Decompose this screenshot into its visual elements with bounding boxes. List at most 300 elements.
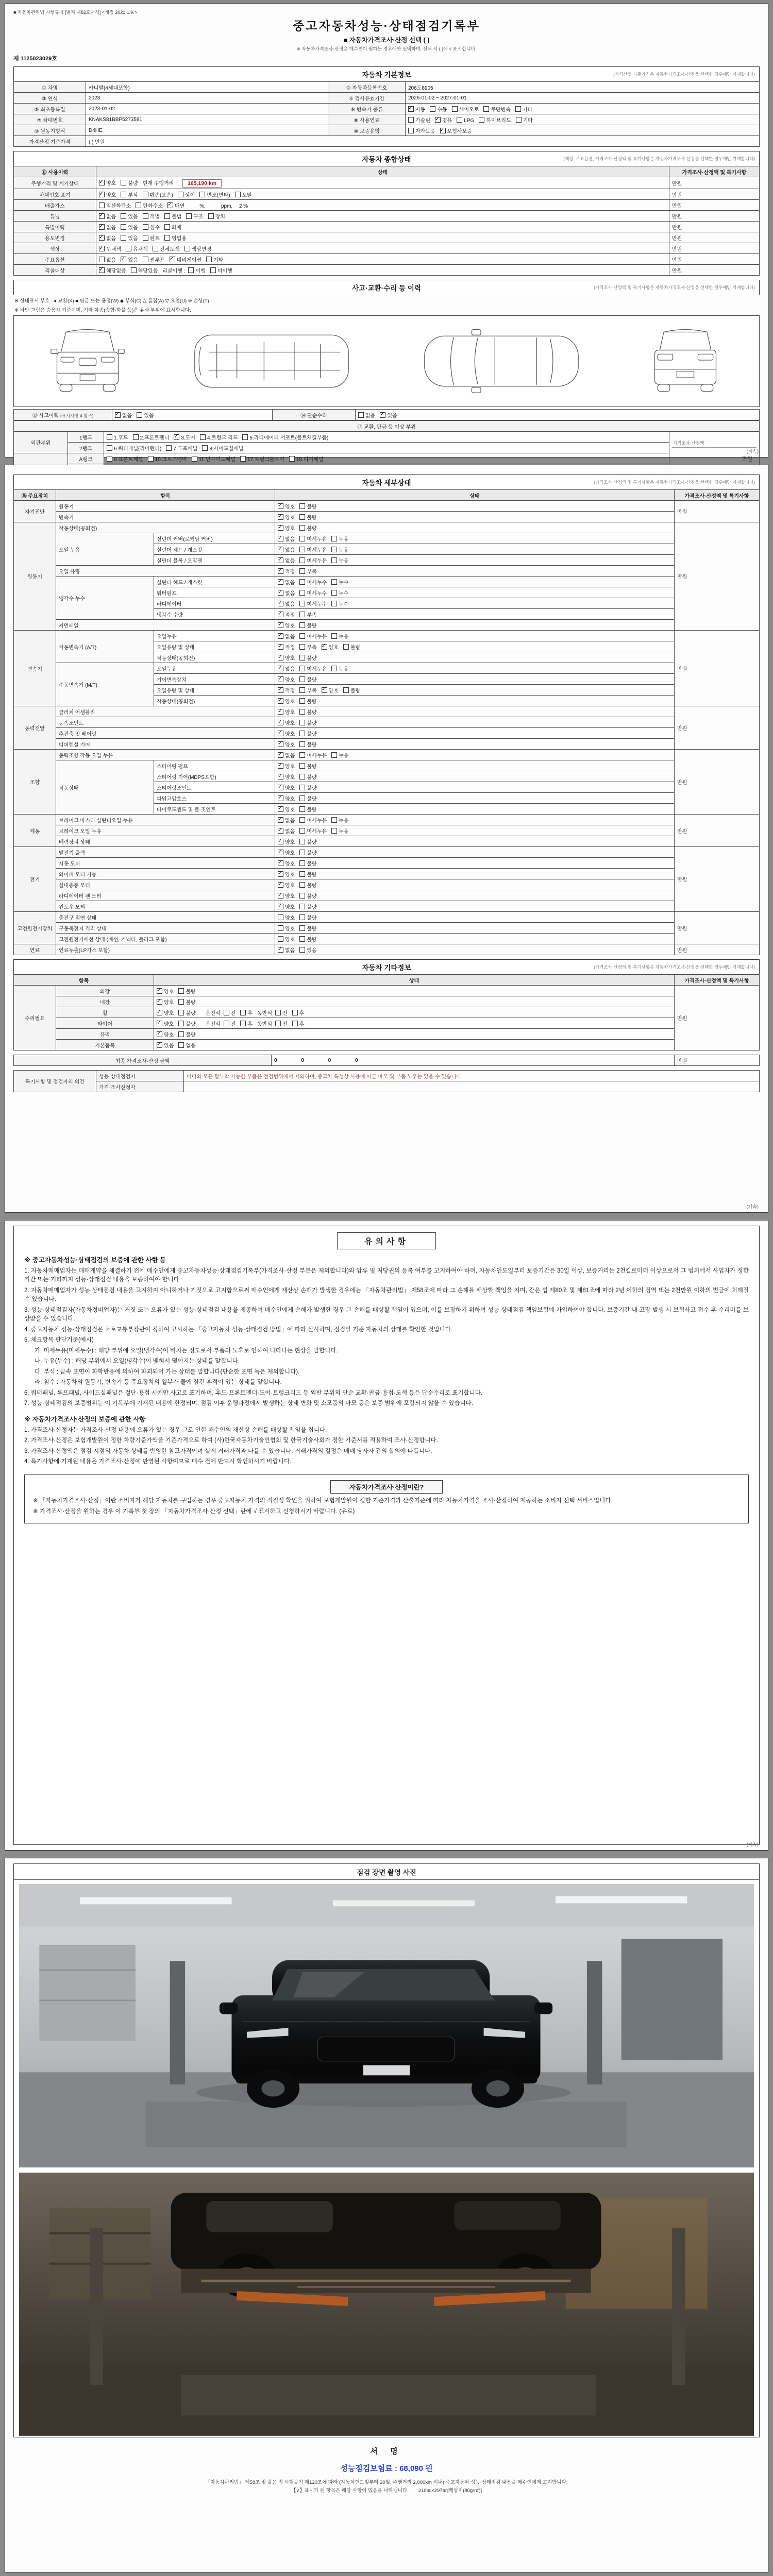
checkbox-9.프론트패널[interactable] — [107, 455, 143, 463]
field-label: ⑦ 차대번호 — [14, 114, 86, 125]
checkbox-label: 17.트렁크플로어 — [247, 456, 284, 463]
checkbox-미세누유[interactable] — [299, 546, 327, 553]
checkbox-무단변속[interactable] — [483, 105, 511, 113]
checkbox-자가보증[interactable] — [408, 127, 435, 134]
checkbox-영업용[interactable] — [164, 234, 187, 242]
checkbox-양호[interactable] — [99, 179, 116, 187]
rank-label: A랭크 — [68, 453, 104, 464]
checkbox-양호[interactable] — [278, 881, 295, 889]
checkbox-자동[interactable] — [408, 105, 425, 113]
checkbox-불량[interactable] — [299, 903, 316, 910]
checkbox-label: 후 — [247, 1010, 253, 1016]
checkbox-없음[interactable] — [278, 578, 295, 586]
checkbox-불량[interactable] — [299, 654, 316, 662]
checkbox-mark — [299, 860, 305, 866]
checkbox-mark — [299, 871, 305, 877]
etc-row — [14, 1029, 760, 1040]
checkbox-도말[interactable] — [235, 191, 252, 198]
notice-line: 다. 부식 : 금속 표면이 화학반응에 의하여 파괴되어 가는 상태를 말합니다(단순한 표면 녹은 제외합니다). — [35, 1368, 300, 1375]
checkbox-불량[interactable] — [343, 686, 360, 694]
notice-line: 3. 가격조사·산정액은 점검 시점의 자동차 상태를 반영한 참고가격이며 실제 거래가격과 다를 수 있습니다. 거래가격의 결정은 매매 당사자 간의 합의에 따릅니다. — [24, 1448, 432, 1454]
checkbox-양호[interactable] — [278, 924, 295, 932]
checkbox-무채색[interactable] — [99, 245, 121, 252]
checkbox-mark — [278, 741, 283, 747]
system-group: 고전원전기장치 — [14, 912, 56, 944]
checkbox-mark — [186, 213, 192, 219]
checkbox-누유[interactable] — [331, 632, 348, 640]
checkbox-label: 불량 — [307, 731, 317, 737]
checkbox-label: 미세누유 — [307, 547, 327, 553]
checkbox-불량[interactable] — [299, 784, 316, 791]
checkbox-미세누유[interactable] — [299, 816, 327, 824]
checkbox-해당있음[interactable] — [131, 266, 158, 274]
checkbox-양호[interactable] — [278, 849, 295, 856]
checkbox-불량[interactable] — [299, 524, 316, 532]
checkbox-없음[interactable] — [358, 411, 375, 419]
checkbox-적정[interactable] — [278, 611, 295, 618]
state-text: 동반석 — [257, 1021, 272, 1027]
checkbox-없음[interactable] — [278, 556, 295, 564]
checkbox-미세누수[interactable] — [299, 600, 327, 607]
checkbox-mark — [278, 882, 283, 888]
checkbox-부족[interactable] — [299, 686, 316, 694]
checkbox-없음[interactable] — [278, 535, 295, 543]
checkbox-label: 기타 — [523, 117, 533, 124]
checkbox-양호[interactable] — [278, 654, 295, 662]
item-label: 작동상태 — [56, 760, 154, 815]
checkbox-침수[interactable] — [143, 223, 160, 231]
checkbox-없음[interactable] — [99, 256, 116, 263]
item-label: 리콜대상 — [14, 265, 96, 276]
checkbox-불법[interactable] — [164, 212, 181, 220]
checkbox-LPG[interactable] — [457, 117, 474, 124]
checkbox-세미오토[interactable] — [452, 105, 479, 113]
checkbox-불량[interactable] — [178, 1030, 195, 1038]
checkbox-4.트렁크 리드[interactable] — [200, 433, 238, 441]
item-label: 오일 누유 — [56, 533, 154, 566]
checkbox-있음[interactable] — [121, 223, 138, 231]
checkbox-없음[interactable] — [278, 751, 295, 759]
checkbox-적정[interactable] — [278, 686, 295, 694]
checkbox-없음[interactable] — [99, 234, 116, 242]
checkbox-불량[interactable] — [299, 805, 316, 813]
checkbox-없음[interactable] — [278, 589, 295, 597]
checkbox-11.인사이드패널[interactable] — [192, 455, 236, 463]
checkbox-label: 해당있음 — [138, 268, 158, 274]
checkbox-불량[interactable] — [299, 913, 316, 921]
checkbox-매연[interactable] — [167, 201, 184, 209]
checkbox-mark — [278, 914, 283, 920]
checkbox-mark — [178, 192, 183, 197]
checkbox-유채색[interactable] — [126, 245, 148, 252]
accident-legend-1: ※ 상태표시 부호 : ● 교환(X) ■ 판금 또는 용접(W) ◆ 부식(C) △ 흠집(A) ▽ 요철(U) ※ 손상(T) — [14, 298, 209, 304]
state-cell — [275, 728, 675, 739]
checkbox-양호[interactable] — [278, 935, 295, 943]
checkbox-누유[interactable] — [331, 827, 348, 835]
checkbox-있음[interactable] — [121, 212, 138, 220]
checkbox-전[interactable] — [224, 1009, 236, 1016]
checkbox-적정[interactable] — [278, 567, 295, 575]
checkbox-3.도어[interactable] — [174, 433, 195, 441]
checkbox-전체도색[interactable] — [153, 245, 180, 252]
checkbox-양호[interactable] — [157, 998, 174, 1006]
checkbox-불량[interactable] — [121, 179, 138, 187]
checkbox-양호[interactable] — [278, 838, 295, 845]
checkbox-보험사보증[interactable] — [440, 127, 472, 134]
checkbox-5.라디에이터 서포트(볼트체결부품)[interactable] — [242, 433, 328, 441]
checkbox-불량[interactable] — [299, 730, 316, 737]
checkbox-부식[interactable] — [121, 191, 138, 198]
checkbox-label: 양호 — [285, 861, 295, 867]
continue-marker: (계속) — [746, 1204, 759, 1209]
detail-row — [14, 912, 760, 923]
checkbox-양호[interactable] — [278, 892, 295, 900]
checkbox-불량[interactable] — [299, 870, 316, 878]
detail-row — [14, 879, 760, 890]
checkbox-8.사이드실패널[interactable] — [202, 444, 243, 452]
checkbox-양호[interactable] — [157, 987, 174, 995]
fee-label: 성능점검보험료 : — [340, 2464, 397, 2473]
checkbox-17.트렁크플로어[interactable] — [240, 455, 284, 463]
checkbox-미세누유[interactable] — [299, 751, 327, 759]
checkbox-양호[interactable] — [278, 675, 295, 683]
checkbox-부족[interactable] — [299, 611, 316, 618]
checkbox-미세누유[interactable] — [299, 665, 327, 672]
checkbox-없음[interactable] — [278, 546, 295, 553]
checkbox-일산화탄소[interactable] — [99, 201, 131, 209]
checkbox-양호[interactable] — [278, 502, 295, 510]
checkbox-없음[interactable] — [278, 600, 295, 607]
checkbox-가솔린[interactable] — [408, 116, 430, 124]
checkbox-label: 불량 — [307, 655, 317, 662]
checkbox-label: 양호 — [285, 796, 295, 802]
checkbox-후[interactable] — [292, 1020, 305, 1027]
checkbox-양호[interactable] — [278, 784, 295, 791]
subitem-label: 라디에이터 — [154, 598, 275, 609]
checkbox-불량[interactable] — [299, 697, 316, 705]
checkbox-누유[interactable] — [331, 751, 348, 759]
checkbox-미세누유[interactable] — [299, 535, 327, 543]
checkbox-없음[interactable] — [278, 827, 295, 835]
checkbox-불량[interactable] — [178, 1020, 195, 1027]
checkbox-양호[interactable] — [157, 1020, 174, 1027]
state-cell — [275, 934, 675, 944]
checkbox-양호[interactable] — [157, 1009, 174, 1016]
field-value — [406, 104, 760, 114]
checkbox-렌트[interactable] — [143, 234, 160, 242]
checkbox-양호[interactable] — [278, 524, 295, 532]
checkbox-label: 없음 — [106, 225, 116, 231]
checkbox-양호[interactable] — [278, 870, 295, 878]
checkbox-양호[interactable] — [278, 762, 295, 770]
checkbox-화재[interactable] — [164, 223, 181, 231]
checkbox-있음[interactable] — [380, 411, 397, 419]
checkbox-기타[interactable] — [516, 116, 533, 124]
checkbox-label: 수동 — [437, 107, 447, 113]
checkbox-하이브리드[interactable] — [479, 116, 511, 124]
checkbox-불량[interactable] — [299, 719, 316, 726]
checkbox-mark — [289, 456, 295, 462]
checkbox-mark — [380, 412, 385, 418]
price-cell: 만원 — [669, 189, 760, 200]
mileage-value: 165,190 km — [182, 179, 222, 188]
checkbox-누수[interactable] — [331, 578, 348, 586]
checkbox-2.프론트펜더[interactable] — [133, 433, 170, 441]
checkbox-mark — [178, 999, 184, 1005]
field-label: ⑧ 사용연료 — [328, 114, 406, 125]
checkbox-불량[interactable] — [299, 762, 316, 770]
detail-row — [14, 512, 760, 522]
checkbox-후[interactable] — [292, 1009, 305, 1016]
accident-row — [14, 432, 760, 443]
checkbox-18.리어패널[interactable] — [289, 455, 324, 463]
checkbox-mark — [322, 644, 327, 650]
checkbox-미세누수[interactable] — [299, 589, 327, 597]
checkbox-있음[interactable] — [299, 946, 316, 954]
checkbox-양호[interactable] — [278, 697, 295, 705]
checkbox-없음[interactable] — [178, 1041, 195, 1049]
section-header-etc — [13, 959, 760, 974]
checkbox-10.크로스멤버[interactable] — [148, 455, 187, 463]
subitem-label: 실린더 헤드 / 개스킷 — [154, 544, 275, 555]
checkbox-전[interactable] — [275, 1020, 288, 1027]
checkbox-label: 양호 — [164, 1021, 174, 1027]
checkbox-label: 불량 — [128, 180, 138, 187]
checkbox-mark — [99, 192, 105, 197]
checkbox-mark — [278, 795, 283, 801]
price-cell: 만원 — [669, 232, 760, 243]
checkbox-양호[interactable] — [278, 719, 295, 726]
detail-row — [14, 566, 760, 577]
checkbox-양호[interactable] — [278, 740, 295, 748]
checkbox-label: 후 — [247, 1021, 253, 1027]
checkbox-mark — [278, 785, 283, 790]
checkbox-누수[interactable] — [331, 600, 348, 607]
checkbox-label: 영업용 — [171, 235, 187, 242]
checkbox-불량[interactable] — [299, 935, 316, 943]
notice-line: 5. 체크항목 판단기준(예시) — [24, 1337, 94, 1344]
checkbox-양호[interactable] — [278, 513, 295, 521]
price-explainer-box — [24, 1475, 749, 1523]
checkbox-양호[interactable] — [278, 621, 295, 629]
checkbox-불량[interactable] — [299, 859, 316, 867]
checkbox-누유[interactable] — [331, 665, 348, 672]
checkbox-mark — [299, 882, 305, 888]
price-cell: 만원 — [675, 912, 760, 944]
checkbox-있음[interactable] — [121, 256, 138, 263]
checkbox-mark — [278, 612, 283, 617]
checkbox-양호[interactable] — [278, 913, 295, 921]
item-label: 작동상태(공회전) — [56, 522, 275, 533]
checkbox-탄화수소[interactable] — [136, 201, 163, 209]
checkbox-불량[interactable] — [299, 675, 316, 683]
basic-row — [14, 125, 760, 136]
checkbox-양호[interactable] — [157, 1030, 174, 1038]
checkbox-7.루프패널[interactable] — [166, 444, 197, 452]
checkbox-기타[interactable] — [206, 256, 223, 263]
checkbox-없음[interactable] — [278, 946, 295, 954]
checkbox-장치[interactable] — [208, 212, 225, 220]
checkbox-양호[interactable] — [278, 773, 295, 781]
checkbox-label: 미세누유 — [307, 536, 327, 543]
checkbox-미세누유[interactable] — [299, 827, 327, 835]
checkbox-후[interactable] — [240, 1020, 253, 1027]
checkbox-1.후드[interactable] — [107, 433, 128, 441]
checkbox-불량[interactable] — [299, 794, 316, 802]
checkbox-mark — [299, 720, 305, 725]
checkbox-label: 자동 — [415, 107, 426, 113]
checkbox-label: 양호 — [285, 850, 295, 856]
checkbox-전[interactable] — [224, 1020, 236, 1027]
checkbox-6.쿼터패널(리어펜더)[interactable] — [107, 444, 161, 452]
checkbox-부족[interactable] — [299, 643, 316, 651]
checkbox-label: 불량 — [307, 709, 317, 716]
price-value: 만원 — [742, 455, 752, 462]
subitem-label: 실린더 블록 / 오일팬 — [154, 555, 275, 566]
checkbox-불량[interactable] — [178, 987, 195, 995]
checkbox-누유[interactable] — [331, 546, 348, 553]
checkbox-불량[interactable] — [299, 621, 316, 629]
checkbox-구조[interactable] — [186, 212, 203, 220]
checkbox-불량[interactable] — [299, 849, 316, 856]
checkbox-mark — [278, 655, 283, 660]
checkbox-누유[interactable] — [331, 535, 348, 543]
checkbox-label: 미세누유 — [307, 634, 327, 640]
checkbox-수동[interactable] — [430, 105, 447, 113]
summary-row — [14, 254, 760, 265]
checkbox-mark — [299, 503, 305, 509]
state-cell — [154, 1018, 675, 1029]
checkbox-mark — [299, 936, 305, 942]
checkbox-색상변경[interactable] — [184, 245, 212, 252]
inspector-role: 성능·상태점검자 — [96, 1071, 184, 1081]
checkbox-후[interactable] — [240, 1009, 253, 1016]
final-price-table — [13, 1055, 760, 1066]
checkbox-누유[interactable] — [331, 556, 348, 564]
final-price-unit: 만원 — [675, 1055, 760, 1066]
checkbox-누유[interactable] — [331, 816, 348, 824]
part-group: 외판부위 — [14, 432, 68, 453]
checkbox-양호[interactable] — [278, 903, 295, 910]
price-cell: 만원 — [669, 254, 760, 265]
checkbox-기타[interactable] — [515, 105, 532, 113]
checkbox-있음[interactable] — [121, 234, 138, 242]
checkbox-불량[interactable] — [299, 773, 316, 781]
checkbox-불량[interactable] — [299, 708, 316, 716]
checkbox-네비게이션[interactable] — [170, 256, 201, 263]
checkbox-불량[interactable] — [299, 740, 316, 748]
checkbox-없음[interactable] — [99, 223, 116, 231]
checkbox-불량[interactable] — [299, 924, 316, 932]
checkbox-mark — [99, 235, 105, 241]
checkbox-불량[interactable] — [343, 643, 360, 651]
checkbox-mark — [126, 246, 131, 251]
item-label: 변속기 — [56, 512, 275, 522]
system-group: 자기진단 — [14, 501, 56, 522]
checkbox-적정[interactable] — [278, 643, 295, 651]
notice-line: 6. 쿼터패널, 루프패널, 사이드실패널은 절단·용접 시에만 사고로 표기하며, 후드·프론트펜더·도어·트렁크리드 등 외판 부위의 단순 교환·판금·용접·도색 등은 단순수리로 표기합니다. — [24, 1389, 483, 1396]
checkbox-있음[interactable] — [137, 411, 154, 419]
state-cell — [96, 222, 669, 232]
checkbox-적법[interactable] — [143, 212, 160, 220]
checkbox-mark — [299, 741, 305, 747]
summary-row — [14, 177, 760, 189]
state-cell — [275, 804, 675, 815]
checkbox-불량[interactable] — [299, 502, 316, 510]
checkbox-label: 미세누수 — [307, 580, 327, 586]
checkbox-미세누수[interactable] — [299, 578, 327, 586]
checkbox-mark — [278, 860, 283, 866]
checkbox-변조(변타)[interactable] — [199, 191, 230, 198]
state-cell — [275, 501, 675, 512]
checkbox-불량[interactable] — [299, 881, 316, 889]
notice-line: 1. 가격조사·산정자는 가격조사·산정 내용에 오류가 있는 경우 그로 인한 매수인의 재산상 손해를 배상할 책임을 집니다. — [24, 1427, 327, 1433]
checkbox-미세누유[interactable] — [299, 632, 327, 640]
checkbox-mark — [206, 257, 212, 262]
checkbox-미세누유[interactable] — [299, 556, 327, 564]
checkbox-썬루프[interactable] — [143, 256, 165, 263]
checkbox-전[interactable] — [275, 1009, 288, 1016]
checkbox-상이[interactable] — [178, 191, 195, 198]
field-value — [406, 114, 760, 125]
checkbox-없음[interactable] — [99, 212, 116, 220]
checkbox-양호[interactable] — [99, 191, 116, 198]
checkbox-불량[interactable] — [178, 998, 195, 1006]
checkbox-양호[interactable] — [322, 686, 339, 694]
checkbox-훼손(오손)[interactable] — [143, 191, 173, 198]
item-label: 시동 모터 — [56, 858, 275, 869]
checkbox-label: 색상변경 — [191, 246, 212, 252]
checkbox-미이행[interactable] — [210, 266, 232, 274]
checkbox-mark — [440, 128, 446, 133]
checkbox-없음[interactable] — [278, 632, 295, 640]
checkbox-이행[interactable] — [188, 266, 205, 274]
state-cell — [96, 177, 669, 189]
checkbox-없음[interactable] — [278, 665, 295, 672]
checkbox-양호[interactable] — [278, 730, 295, 737]
checkbox-없음[interactable] — [278, 816, 295, 824]
checkbox-mark — [107, 445, 112, 451]
checkbox-label: 없음 — [106, 214, 116, 220]
field-label: ② 자동차등록번호 — [328, 82, 406, 93]
signature-heading: 서 명 — [370, 2447, 403, 2456]
state-cell — [275, 879, 675, 890]
checkbox-label: 양호 — [285, 655, 295, 662]
checkbox-경유[interactable] — [435, 116, 452, 124]
checkbox-mark — [278, 622, 283, 628]
checkbox-양호[interactable] — [278, 794, 295, 802]
checkbox-없음[interactable] — [115, 411, 132, 419]
checkbox-누수[interactable] — [331, 589, 348, 597]
checkbox-양호[interactable] — [278, 708, 295, 716]
checkbox-불량[interactable] — [299, 838, 316, 845]
checkbox-있음[interactable] — [157, 1041, 174, 1049]
price-select-line[interactable]: ■ 자동차가격조사·산정 선택 ( ) — [343, 37, 430, 44]
checkbox-mark — [299, 828, 305, 834]
checkbox-label: 매연 — [174, 203, 185, 209]
checkbox-불량[interactable] — [299, 513, 316, 521]
checkbox-부족[interactable] — [299, 567, 316, 575]
checkbox-불량[interactable] — [178, 1009, 195, 1016]
checkbox-양호[interactable] — [278, 859, 295, 867]
checkbox-불량[interactable] — [299, 892, 316, 900]
detail-row — [14, 501, 760, 512]
checkbox-양호[interactable] — [278, 805, 295, 813]
notice-line: ※ 중고자동차성능·상태점검의 보증에 관한 사항 등 — [24, 1257, 166, 1264]
checkbox-해당없음[interactable] — [99, 266, 126, 274]
checkbox-mark — [299, 612, 305, 617]
checkbox-양호[interactable] — [322, 643, 339, 651]
